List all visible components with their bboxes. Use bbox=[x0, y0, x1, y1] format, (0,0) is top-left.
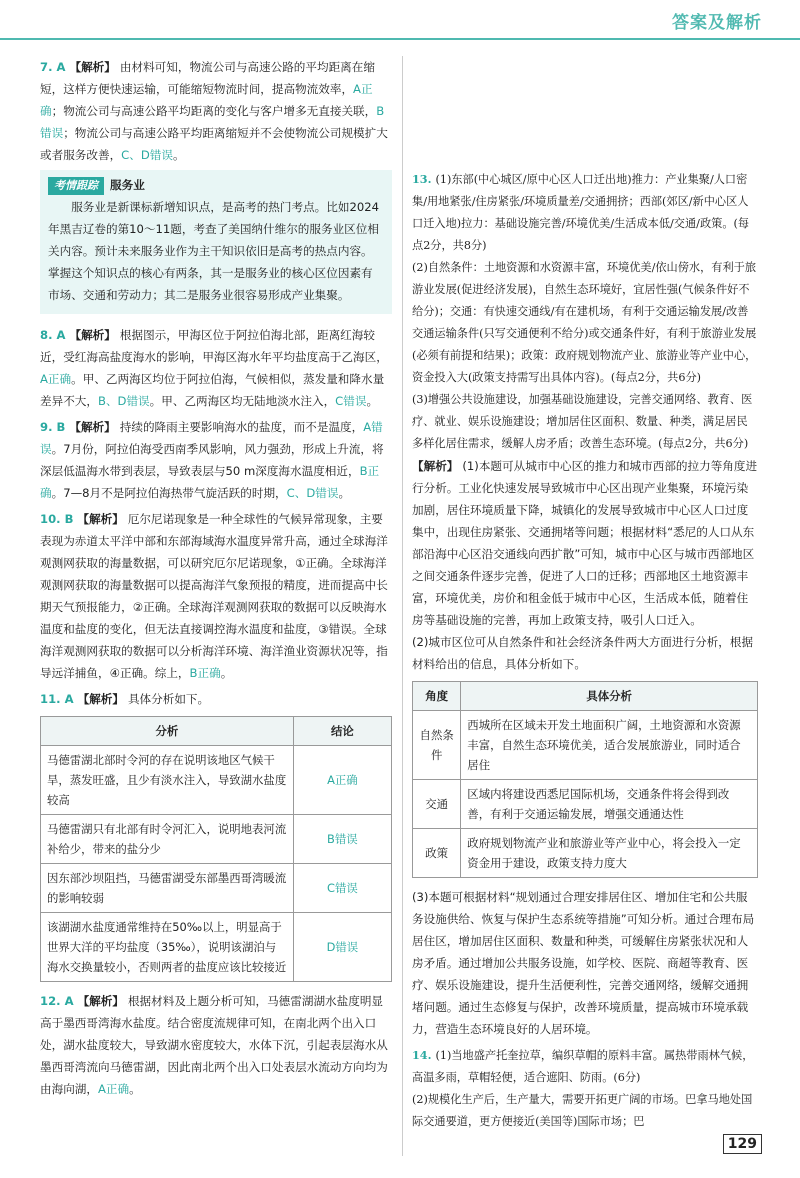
table-cell: 因东部沙坝阻挡，马德雷湖受东部墨西哥湾暖流的影响较弱 bbox=[41, 864, 294, 913]
analysis-label: 【解析】 bbox=[69, 328, 116, 342]
table-cell: B错误 bbox=[293, 815, 391, 864]
table-header: 角度 bbox=[413, 682, 461, 711]
table-cell: 马德雷湖只有北部有时令河汇入，说明地表河流补给少，带来的盐分少 bbox=[41, 815, 294, 864]
table-row bbox=[413, 711, 758, 780]
verdict: C错误 bbox=[335, 394, 367, 408]
answer-10: 10. B 【解析】 厄尔尼诺现象是一种全球性的气候异常现象，主要表现为赤道太平洋中部和东部海域海水温度异常升高，通过全球海洋观测网获取的海量数据，可以研究厄尔尼诺现象，①正确。全球海洋观测网获取的海量数据可以提高海洋气象预报的精度，进而提高中长期天气预报能力，②正确。全球海洋观测网获取的数据可以反映海水温度和盐度的变化，但无法直接调控海水温度和盐度，③错误。全球海洋观测网获取的数据可以分析海洋环境、海洋渔业资源状况等，指导远洋捕鱼，④正确。综上，B正确。 bbox=[40, 512, 388, 680]
answer-9: 9. B 【解析】 持续的降雨主要影响海水的盐度，而不是温度，A错误。7月份，阿拉伯海受西南季风影响，风力强劲，形成上升流，将深层低温海水带到表层，导致表层与50 m深度海水温度相近，B正确。7—8月不是阿拉伯海热带气旋活跃的时期，C、D错误。 bbox=[40, 420, 384, 500]
left-column bbox=[40, 56, 392, 1104]
analysis-label: 【解析】 bbox=[69, 420, 116, 434]
question-number: 13. bbox=[412, 172, 432, 186]
verdict: B正确 bbox=[40, 464, 380, 500]
answer-7: 7. A 【解析】 由材料可知，物流公司与高速公路的平均距离在缩短，这样方便快速运输，可能缩短物流时间，提高物流效率，A正确；物流公司与高速公路平均距离的变化与客户增多无直接关联，B错误；物流公司与高速公路平均距离缩短并不会使物流公司规模扩大或者服务改善，C、D错误。 bbox=[40, 60, 388, 162]
page-number: 129 bbox=[723, 1134, 762, 1154]
exam-tracking-badge: 考情跟踪 bbox=[48, 177, 104, 195]
table-row bbox=[41, 864, 392, 913]
table-row bbox=[41, 746, 392, 815]
answer-11: 11. A 【解析】 具体分析如下。 分析 结论 马德雷湖北部时令河的存在说明该地区气候干旱，蒸发旺盛，且少有淡水注入，导致湖水盐度较高 A正确 马德雷湖只有北部有时令河汇入，说明地表河流补给少，带来的盐分少 B错误 因东部沙坝阻挡，马德雷湖受东部墨西哥湾暖流的影响较弱 C错误 该湖湖水盐度通常维持在50‰以上，明显高于世界大洋的平均盐度（35‰），说明该湖泊与海水交换量较小，否则两者的盐度应该比较接近 D错误 bbox=[40, 688, 392, 982]
answer-8: 8. A 【解析】 根据图示，甲海区位于阿拉伯海北部，距离红海较近，受红海高盐度海水的影响，甲海区海水年平均盐度高于乙海区，A正确。甲、乙两海区均位于阿拉伯海，气候相似，蒸发量和降水量差异不大，B、D错误。甲、乙两海区均无陆地淡水注入，C错误。 bbox=[40, 328, 388, 408]
table-cell: 交通 bbox=[413, 780, 461, 829]
table-cell: 政策 bbox=[413, 829, 461, 878]
table-cell: 西城所在区域未开发土地面积广阔，土地资源和水资源丰富，自然生态环境优美，适合发展旅游业，同时适合居住 bbox=[461, 711, 758, 780]
verdict: A正确 bbox=[40, 82, 373, 118]
verdict: B错误 bbox=[40, 104, 385, 140]
answer-13: 13. (1)东部(中心城区/原中心区人口迁出地)推力：产业集聚/人口密集/用地紧张/住房紧张/环境质量差/交通拥挤；西部(郊区/新中心区人口迁入地)拉力：基础设施完善/环境优美/生活成本低/交通/政策。(每点2分，共8分) (2)自然条件：土地资源和水资源丰富，环境优美/依山傍水，有利于旅游业发展(促进经济发展)，自然生态环境好，宜居性强(气候条件好不给分)；交通：有快速交通线/有在建机场，有利于交通运输发展/改善交通运输条件(只写交通便利不给分)或交通条件好，有利于旅游业发展(必须有前提和结果)；政策：政府规划物流产业、旅游业等产业中心，资金投入大(政策支持需写出具体内容)。(每点2分，共6分) (3)增强公共设施建设，加强基础设施建设，完善交通网络、教育、医疗、就业、娱乐设施建设；增加居住区面积、数量、种类，满足居民多样化居住需求，缓解人房矛盾；改善生态环境。(每点2分，共6分) 【解析】 (1)本题可从城市中心区的推力和城市西部的拉力等角度进行分析。工业化快速发展导致城市中心区出现产业集聚，环境污染加剧，居住环境质量下降，城镇化的发展导致城市中心区人口过度集中，出现住房紧张、交通拥堵等问题；根据材料“悉尼的人口从东部沿海中心区沿交通线向西扩散”可知，城市中心区与城市西部地区之间交通条件逐步完善，促进了人口的迁移；西部地区土地资源丰富，环境优美，房价和租金低于城市中心区，生活成本低，随着住房等基础设施的完善，再加上政策支持，吸引人口迁入。 (2)城市区位可从自然条件和社会经济条件两大方面进行分析，根据材料给出的信息，具体分析如下。 角度 具体分析 自然条件 西城所在区域未开发土地面积广阔，土地资源和水资源丰富，自然生态环境优美，适合发展旅游业，同时适合居住 交通 区域内将建设西悉尼国际机场，交通条件将会得到改善，有利于交通运输发展，增强交通通达性 政策 政府规划物流产业和旅游业等产业中心，将会投入一定资金用于建设，政策支持力度大 (3)本题可根据材料“规划通过合理安排居住区、增加住宅和公共服务设施供给、恢复与保护生态系统等措施”可知分析。通过合理布局居住区，增加居住区面积、数量和种类，可缓解住房紧张状况和人房矛盾。通过增加公共服务设施，如学校、医院、商超等教育、医疗、娱乐设施建设，提升生活便利性，完善交通网络，缓解交通拥堵问题。通过生态修复与保护，改善环境质量，提高城市环境承载力，营造生态环境良好的人居环境。 bbox=[412, 172, 758, 1036]
analysis-label: 【解析】 bbox=[69, 60, 116, 74]
verdict: C、D错误 bbox=[286, 486, 339, 500]
box-title: 服务业 bbox=[110, 178, 145, 192]
header-rule bbox=[0, 38, 800, 40]
right-column bbox=[412, 168, 758, 1137]
answer-12: 12. A 【解析】 根据材料及上题分析可知，马德雷湖湖水盐度明显高于墨西哥湾海水盐度。结合密度流规律可知，在南北两个出入口处，湖水盐度较大，导致湖水密度较大，水体下沉，引起表层海水从墨西哥湾流向马德雷湖，因此南北两个出入口处表层水流动方向均为由海向湖，A正确。 bbox=[40, 994, 388, 1096]
table-cell: 区域内将建设西悉尼国际机场，交通条件将会得到改善，有利于交通运输发展，增强交通通达性 bbox=[461, 780, 758, 829]
table-cell: A正确 bbox=[293, 746, 391, 815]
table-row bbox=[413, 829, 758, 878]
column-divider bbox=[402, 56, 403, 1156]
table-row bbox=[41, 913, 392, 982]
table-header: 结论 bbox=[293, 717, 391, 746]
question-number: 14. bbox=[412, 1048, 432, 1062]
exam-tracking-box bbox=[40, 170, 392, 314]
question-number: 8. A bbox=[40, 328, 66, 342]
question-number: 10. B bbox=[40, 512, 74, 526]
table-cell: C错误 bbox=[293, 864, 391, 913]
verdict: B、D错误 bbox=[97, 394, 150, 408]
question-number: 7. A bbox=[40, 60, 66, 74]
question-number: 12. A bbox=[40, 994, 74, 1008]
box-text: 服务业是新课标新增知识点，是高考的热门考点。比如2024年黑吉辽卷的第10～11题，考查了美国纳什维尔的服务业区位相关内容。预计未来服务业作为主干知识依旧是高考的热点内容。掌握这个知识点的核心有两条，其一是服务业的核心区位因素有市场、交通和劳动力；其二是服务业很容易形成产业集聚。 bbox=[48, 200, 379, 302]
analysis-label: 【解析】 bbox=[77, 512, 124, 526]
verdict: A正确 bbox=[97, 1082, 130, 1096]
table-cell: D错误 bbox=[293, 913, 391, 982]
question-number: 9. B bbox=[40, 420, 66, 434]
answer-14: 14. (1)当地盛产托奎拉草，编织草帽的原料丰富。属热带雨林气候，高温多雨，草帽轻便，适合遮阳、防雨。(6分) (2)规模化生产后，生产量大，需要开拓更广阔的市场。巴拿马地处国际交通要道，更方便接近(美国等)国际市场；巴 bbox=[412, 1048, 754, 1128]
verdict: C、D错误 bbox=[121, 148, 173, 162]
answer-text: 由材料可知，物流公司与高速公路的平均距离在缩短，这样方便快速运输，可能缩短物流时间，提高物流效率， bbox=[40, 60, 375, 96]
table-cell: 自然条件 bbox=[413, 711, 461, 780]
header-title: 答案及解析 bbox=[672, 13, 762, 33]
verdict: A错误 bbox=[40, 420, 383, 456]
table-cell: 该湖湖水盐度通常维持在50‰以上，明显高于世界大洋的平均盐度（35‰），说明该湖泊与海水交换量较小，否则两者的盐度应该比较接近 bbox=[41, 913, 294, 982]
table-cell: 马德雷湖北部时令河的存在说明该地区气候干旱，蒸发旺盛，且少有淡水注入，导致湖水盐度较高 bbox=[41, 746, 294, 815]
table-cell: 政府规划物流产业和旅游业等产业中心，将会投入一定资金用于建设，政策支持力度大 bbox=[461, 829, 758, 878]
table-header: 分析 bbox=[41, 717, 294, 746]
question-number: 11. A bbox=[40, 692, 74, 706]
table-row bbox=[41, 815, 392, 864]
verdict: B正确 bbox=[189, 666, 221, 680]
analysis-table-13 bbox=[412, 681, 758, 878]
analysis-table-11 bbox=[40, 716, 392, 982]
analysis-label: 【解析】 bbox=[77, 994, 124, 1008]
analysis-label: 【解析】 bbox=[77, 692, 124, 706]
table-header: 具体分析 bbox=[461, 682, 758, 711]
verdict: A正确 bbox=[40, 372, 72, 386]
analysis-label: 【解析】 bbox=[412, 459, 459, 473]
table-row bbox=[413, 780, 758, 829]
